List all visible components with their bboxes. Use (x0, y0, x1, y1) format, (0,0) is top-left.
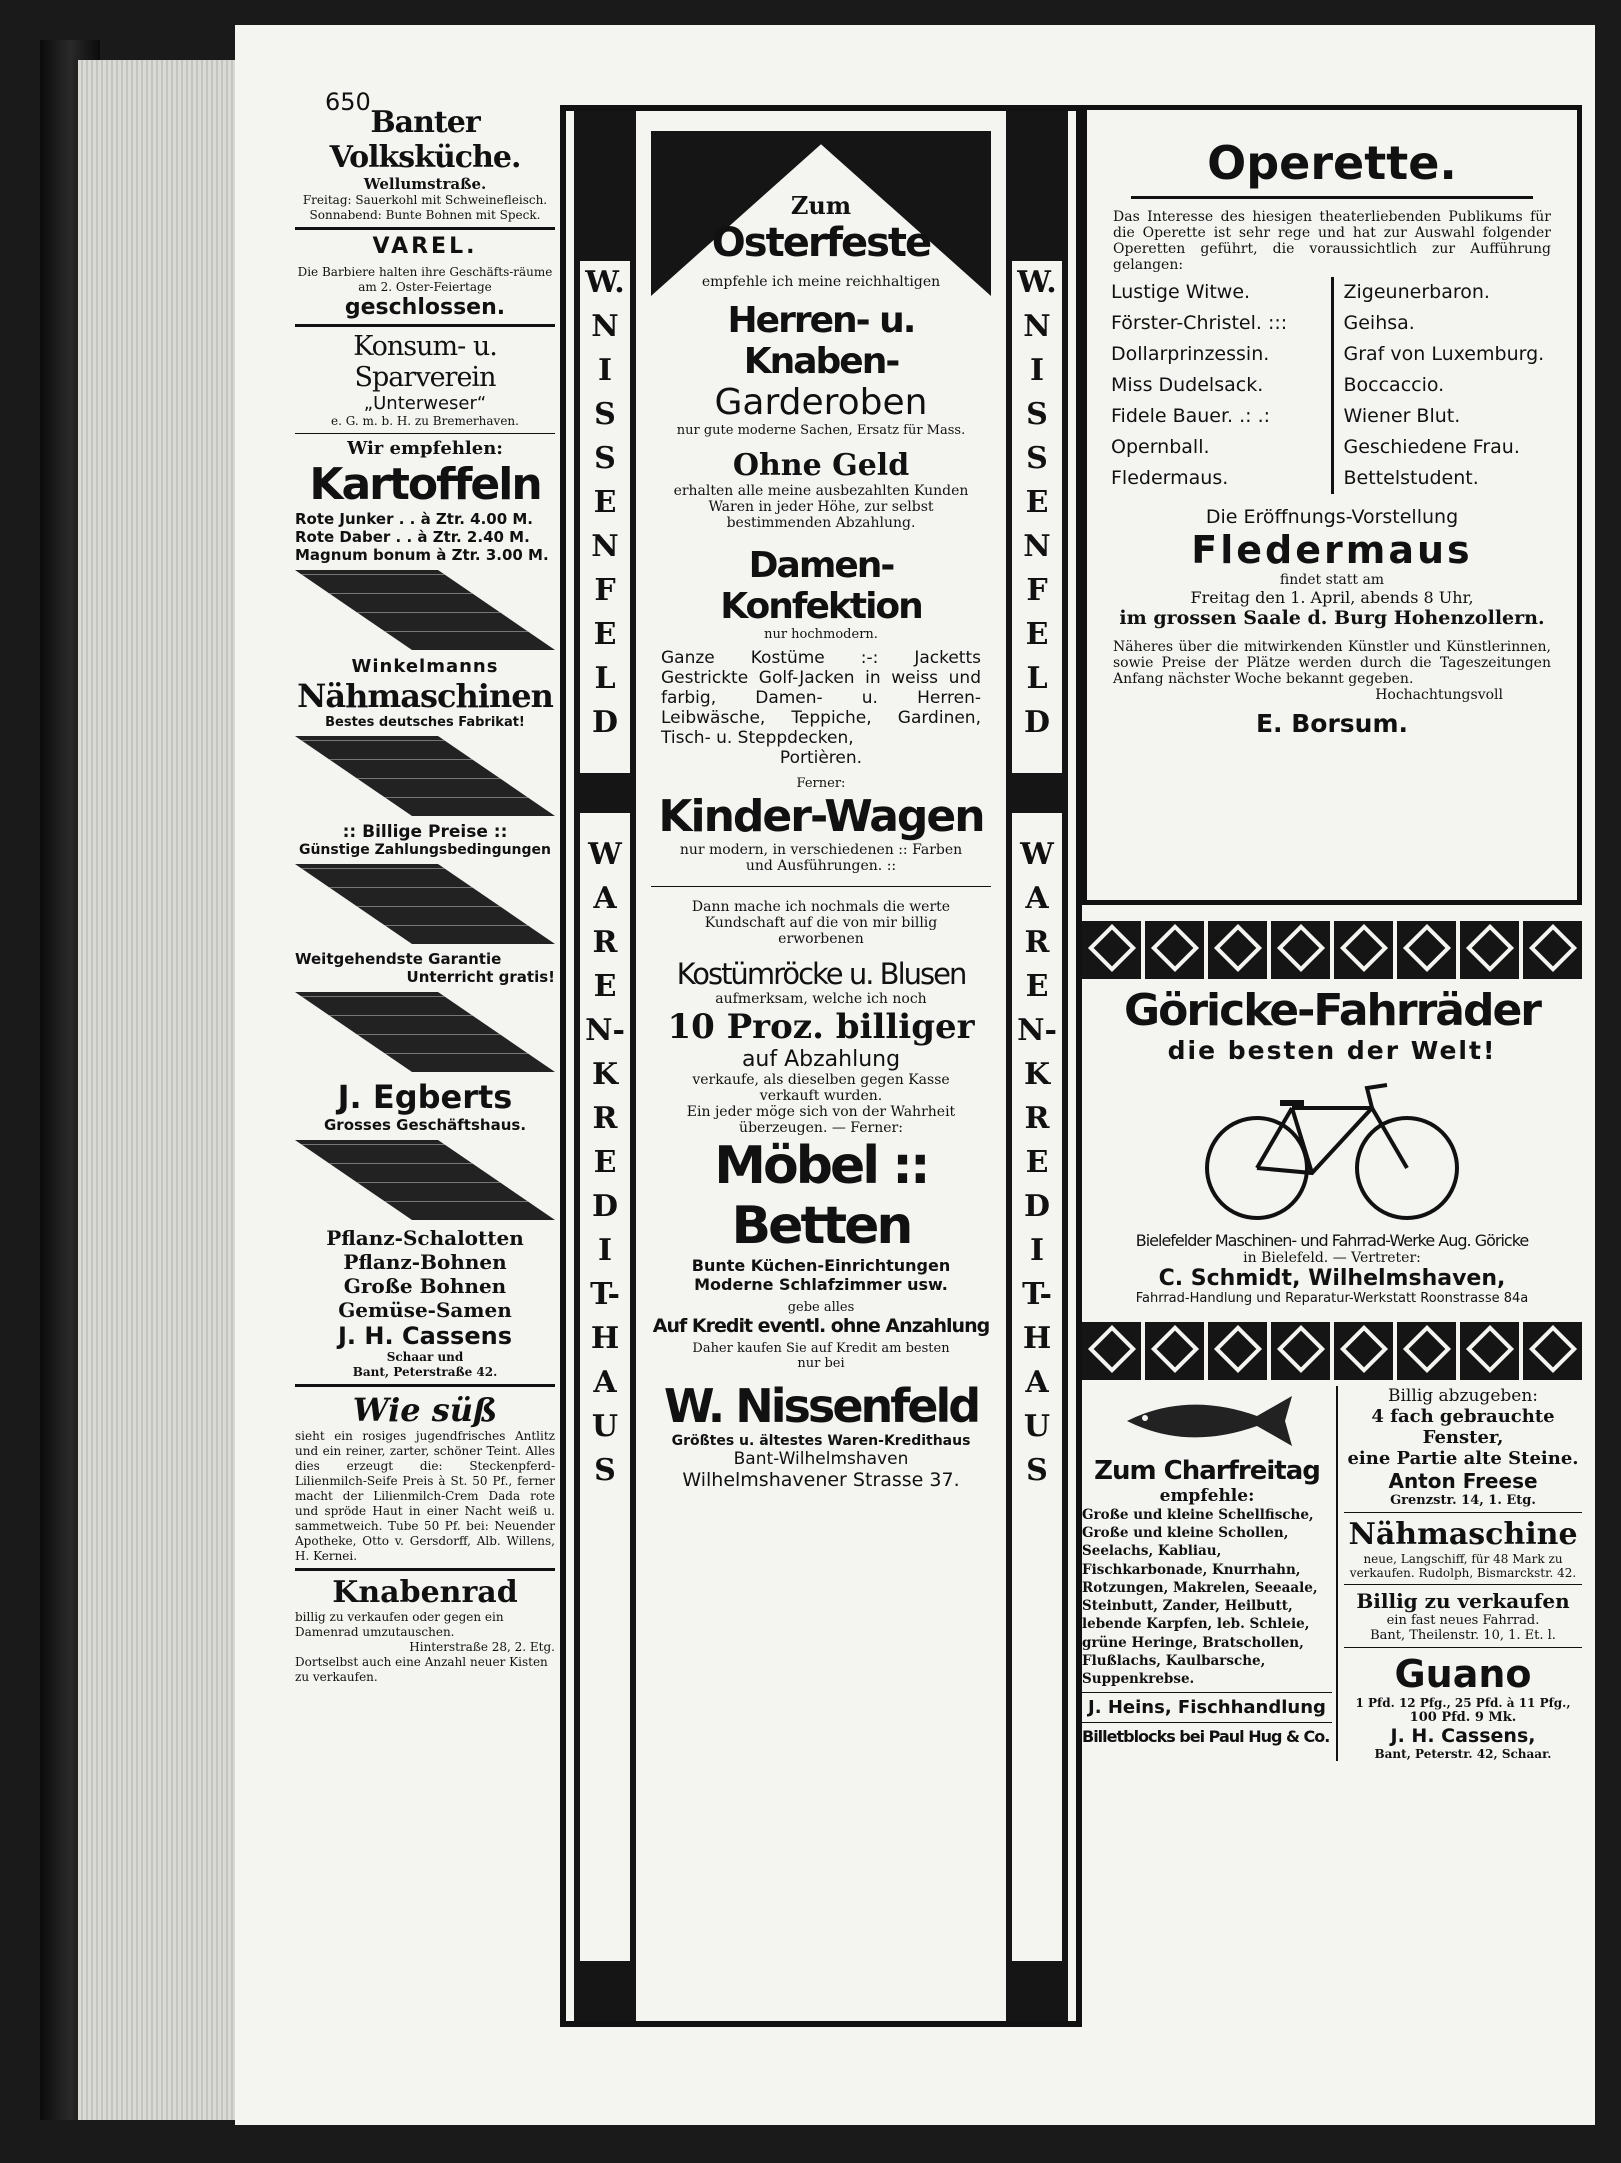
ornament-tile (1082, 1322, 1141, 1380)
ad-text: Wir empfehlen: (347, 438, 503, 459)
decorative-stripe (295, 570, 555, 650)
ad-text: :: Billige Preise :: (342, 822, 508, 842)
ad-text: ein fast neues Fahrrad. (1386, 1613, 1540, 1628)
ornament-tile (1397, 921, 1456, 979)
operetta-list-a (1101, 277, 1334, 494)
ornament-tile (1460, 921, 1519, 979)
ad-headline: Damen-Konfektion (720, 545, 922, 627)
strip-letter: E (593, 969, 617, 1004)
ad-headline: C. Schmidt, Wilhelmshaven, (1158, 1266, 1506, 1291)
operetta-title: Zigeunerbaron. (1343, 281, 1490, 303)
ad-headline: Herren- u. Knaben- (727, 300, 915, 382)
ornament-tile (1082, 921, 1141, 979)
ornament-tile (1397, 1322, 1456, 1380)
ad-volkskueche (295, 105, 555, 223)
strip-letter: U (591, 1409, 619, 1444)
operetta-title: Fledermaus. (1111, 467, 1229, 489)
ad-headline: Kinder-Wagen (658, 791, 984, 842)
ad-text: e. G. m. b. H. zu Bremerhaven. (331, 414, 519, 428)
ad-headline: J. H. Cassens (338, 1322, 512, 1350)
vertical-strip-left (574, 111, 636, 2021)
divider (1131, 196, 1533, 199)
ornament-tile (1145, 921, 1204, 979)
strip-letter: E (1025, 969, 1049, 1004)
ad-text: Große und kleine Schellfische, Große und kleine Schollen, Seelachs, Kabliau, Fischkarbonade, Knurrhahn, Rotzungen, Makrelen, Seeaale, Steinbutt, Zander, Heilbutt, lebende Karpfen, leb. Schleie, grüne Heringe, Bratschollen, Flußlachs, Kaulbarsche, Suppenkrebse. (1082, 1507, 1318, 1687)
ornament-tile (1145, 1322, 1204, 1380)
strip-separator (1012, 765, 1062, 813)
ad-knabenrad (295, 1575, 555, 1685)
ad-text: 100 Pfd. 9 Mk. (1409, 1710, 1517, 1725)
vertical-strip-right (1006, 111, 1068, 2021)
ornament-tile (1208, 1322, 1267, 1380)
ad-center (651, 131, 991, 2001)
operetta-title: Dollarprinzessin. (1111, 343, 1270, 365)
strip-letter: I (1029, 353, 1045, 388)
strip-letter: S (594, 441, 616, 476)
strip-letter: F (1026, 573, 1048, 608)
strip-letter: A (593, 1365, 617, 1400)
ad-body (651, 191, 991, 1491)
strip-letter: T- (1022, 1277, 1052, 1312)
ad-text: Die Eröffnungs-Vorstellung (1205, 506, 1459, 528)
ad-headline: Möbel :: Betten (714, 1136, 928, 1256)
operetta-title: Fidele Bauer. .: .: (1111, 405, 1271, 427)
ad-headline: J. Heins, Fischhandlung (1088, 1697, 1326, 1719)
strip-letter: R (592, 1101, 618, 1136)
ad-text: Bant, Theilenstr. 10, 1. Et. l. (1370, 1628, 1556, 1643)
ad-text: Bunte Küchen-Einrichtungen (691, 1256, 951, 1275)
ad-text: nur gute moderne Sachen, Ersatz für Mass. (676, 423, 966, 438)
ad-street: Wellumstraße. (363, 175, 487, 193)
ad-text: Fahrrad-Handlung und Reparatur-Werkstatt Roonstrasse 84a (1135, 1291, 1529, 1306)
strip-letter: F (594, 573, 616, 608)
ad-headline: J. Egberts (337, 1078, 513, 1116)
ad-text: Ganze Kostüme :-: Jacketts Gestrickte Golf-Jacken in weiss und farbig, Damen- u. Herren-Leibwäsche, Teppiche, Gardinen, Tisch- u. Steppdecken, (661, 648, 981, 748)
ad-text: Portièren. (779, 748, 863, 768)
strip-letter: I (1029, 1233, 1045, 1268)
ad-text: 1 Pfd. 12 Pfg., 25 Pfd. à 11 Pfg., (1355, 1696, 1571, 1710)
ad-title: Banter Volksküche. (329, 105, 521, 175)
ad-text: Ferner: (796, 776, 846, 791)
ad-text: Freitag den 1. April, abends 8 Uhr, (1190, 588, 1474, 607)
ad-text: Hochachtungsvoll (1375, 687, 1503, 703)
ad-subtitle: auf Abzahlung (741, 1047, 901, 1072)
strip-letter: L (594, 661, 616, 696)
ad-subtitle: Winkelmanns (351, 656, 499, 677)
ad-text: Bielefelder Maschinen- und Fahrrad-Werke Aug. Göricke (1135, 1231, 1529, 1250)
ad-small-listings (1344, 1386, 1582, 1761)
strip-letter: R (592, 925, 618, 960)
bicycle-illustration (1202, 1073, 1462, 1223)
ad-headline: Göricke-Fahrräder (1123, 985, 1540, 1036)
ad-text: nur hochmodern. (764, 627, 878, 642)
strip-letter: N (591, 529, 619, 564)
strip-letter: W (1020, 837, 1054, 872)
strip-letter: R (1024, 925, 1050, 960)
ad-text: verkaufe, als dieselben gegen Kasse verkauft wurden. (692, 1072, 950, 1104)
divider (295, 227, 555, 230)
ad-text: Grosses Geschäftshaus. (323, 1116, 527, 1134)
ad-text: in Bielefeld. — Vertreter: (1243, 1250, 1421, 1266)
ad-headline: Ohne Geld (732, 448, 910, 483)
divider (1344, 1647, 1582, 1648)
ad-text: findet statt am (1279, 572, 1385, 588)
ornament-tile (1523, 921, 1582, 979)
strip-letter: S (1026, 397, 1048, 432)
strip-letter: D (1023, 705, 1050, 740)
ad-text: nur modern, in verschiedenen :: Farben und Ausführungen. :: (679, 842, 963, 874)
strip-letter: L (1026, 661, 1048, 696)
ad-headline: Anton Freese (1388, 1469, 1538, 1493)
ad-text: Dortselbst auch eine Anzahl neuer Kisten zu verkaufen. (295, 1655, 548, 1684)
decorative-stripe (295, 1140, 555, 1220)
ad-text: 4 fach gebrauchte Fenster, (1371, 1406, 1555, 1448)
ad-line: Pflanz-Bohnen (343, 1250, 507, 1274)
ad-headline: Operette. (1207, 136, 1457, 190)
ad-headline: Knabenrad (332, 1575, 518, 1610)
ad-cassens (295, 1226, 555, 1380)
nissenfeld-ad (560, 105, 1082, 2027)
strip-letter: E (1025, 485, 1049, 520)
operetta-title: Wiener Blut. (1343, 405, 1461, 427)
strip-separator (580, 765, 630, 813)
strip-letter: N (1023, 529, 1051, 564)
ad-text: Wilhelmshavener Strasse 37. (682, 1469, 960, 1491)
strip-letter: E (593, 485, 617, 520)
operetta-list (1101, 277, 1563, 494)
strip-letter: D (1023, 1189, 1050, 1224)
strip-letter: E (1025, 1145, 1049, 1180)
strip-letter: I (597, 353, 613, 388)
left-column (295, 95, 555, 1685)
strip-letter: K (1023, 1057, 1051, 1092)
strip-letter: S (594, 1453, 616, 1488)
ad-konsum (295, 331, 555, 564)
divider (295, 433, 555, 434)
strip-letter: E (593, 617, 617, 652)
ad-headline: Kartoffeln (309, 459, 541, 510)
price-line: Rote Daber . . à Ztr. 2.40 M. (295, 528, 530, 546)
ad-text: Das Interesse des hiesigen theaterliebenden Publikums für die Operette ist sehr rege und hat zur Auswahl folgender Operetten geführt, die voraussichtlich zur Aufführung gelangen: (1113, 209, 1551, 273)
ad-text: Sonnabend: Bunte Bohnen mit Speck. (309, 208, 541, 222)
ad-line: Gemüse-Samen (338, 1298, 512, 1322)
right-column (1082, 105, 1582, 1761)
operetta-title: Lustige Witwe. (1111, 281, 1251, 303)
ad-text: Billig abzugeben: (1387, 1386, 1538, 1406)
decorative-stripe (295, 864, 555, 944)
ad-text: billig zu verkaufen oder gegen ein Damenrad umzutauschen. (295, 1610, 504, 1639)
ad-operette (1082, 105, 1582, 905)
operetta-title: Förster-Christel. ::: (1111, 312, 1288, 334)
operetta-title: Geihsa. (1343, 312, 1415, 334)
ad-text: empfehle: (1159, 1486, 1255, 1506)
firm-name: W. Nissenfeld (663, 1379, 979, 1433)
ad-headline: Zum Charfreitag (1094, 1456, 1320, 1486)
ad-text: Weitgehendste Garantie (295, 950, 502, 968)
operetta-title: Boccaccio. (1343, 374, 1445, 396)
ad-text: eine Partie alte Steine. (1347, 1448, 1579, 1469)
ad-headline: Osterfeste (711, 220, 931, 266)
ad-headline: Fledermaus (1191, 528, 1473, 572)
strip-letter: T- (590, 1277, 620, 1312)
ad-text: Die Barbiere halten ihre Geschäfts-räume am 2. Oster-Feiertage (297, 265, 553, 294)
ad-text: neue, Langschiff, für 48 Mark zu verkaufen. Rudolph, Bismarckstr. 42. (1349, 1552, 1577, 1580)
ad-wiesuess (295, 1391, 555, 1564)
strip-letter: U (1023, 1409, 1051, 1444)
ad-headline: 10 Proz. billiger (667, 1007, 975, 1047)
ad-goericke (1082, 985, 1582, 1306)
price-line: Magnum bonum à Ztr. 3.00 M. (295, 546, 549, 564)
operetta-title: Opernball. (1111, 436, 1210, 458)
strip-letter: E (593, 1145, 617, 1180)
ad-headline: Billig zu verkaufen (1356, 1589, 1570, 1613)
ad-text: Ein jeder möge sich von der Wahrheit überzeugen. — Ferner: (686, 1104, 956, 1136)
ad-text: sieht ein rosiges jugendfrisches Antlitz und ein reiner, zarter, schöner Teint. Alles dies erzeugt die: Steckenpferd-Lilienmilch-Seife Preis à St. 50 Pf., ferner macht der Lilienmilch-Crem Dada rote und spröde Haut in einer Nacht weiß u. sammetweich. Tube 50 Pf. bei: Neuender Apotheke, Otto v. Gersdorff, Alb. Willens, H. Kernei. (295, 1429, 555, 1563)
ad-text: empfehle ich meine reichhaltigen (701, 274, 941, 290)
fish-illustration (1107, 1386, 1307, 1456)
divider (1082, 1692, 1332, 1693)
divider (295, 1384, 555, 1387)
ad-line: Große Bohnen (343, 1274, 507, 1298)
divider (1082, 1722, 1332, 1723)
ad-text: Zum (790, 191, 852, 220)
ad-text: Größtes u. ältestes Waren-Kredithaus (671, 1433, 971, 1449)
ad-text: Bant, Peterstr. 42, Schaar. (1374, 1747, 1552, 1761)
price-line: Rote Junker . . à Ztr. 4.00 M. (295, 510, 533, 528)
strip-letter: H (1022, 1321, 1052, 1356)
ad-headline: Garderoben (714, 382, 928, 423)
ad-text: Unterricht gratis! (406, 968, 555, 986)
ad-text: Bestes deutsches Fabrikat! (325, 715, 525, 730)
ad-text: Billetblocks bei Paul Hug & Co. (1082, 1727, 1330, 1747)
ad-egberts (295, 1078, 555, 1134)
ad-winkelmann (295, 656, 555, 730)
ad-text: Schaar und (386, 1350, 464, 1364)
ad-varel (295, 234, 555, 320)
ad-text: Daher kaufen Sie auf Kredit am besten nur bei (692, 1341, 950, 1371)
strip-letter: A (593, 881, 617, 916)
ad-line: Pflanz-Schalotten (326, 1226, 524, 1250)
strip-letter: W. (585, 265, 625, 300)
ad-headline: Nähmaschinen (297, 677, 553, 715)
page-number: 650 (325, 88, 371, 116)
ornament-tile (1334, 1322, 1393, 1380)
strip-letter: N (591, 309, 619, 344)
ad-text: Hinterstraße 28, 2. Etg. (409, 1640, 555, 1654)
bottom-ads (1082, 1386, 1582, 1761)
ad-text: Näheres über die mitwirkenden Künstler und Künstlerinnen, sowie Preise der Plätze werden durch die Tageszeitungen Anfang nächster Woche bekannt gegeben. (1113, 639, 1551, 687)
ad-text: Bant, Peterstraße 42. (352, 1365, 498, 1379)
ad-headline: Wie süß (352, 1391, 498, 1429)
ornament-row (1082, 1322, 1582, 1380)
ornament-tile (1271, 921, 1330, 979)
strip-letter: W (588, 837, 622, 872)
ad-text: aufmerksam, welche ich noch (715, 991, 927, 1007)
ad-text: Bant-Wilhelmshaven (733, 1449, 909, 1469)
ad-title: Konsum- u. Sparverein (353, 331, 497, 393)
ad-text: gebe alles (787, 1300, 855, 1315)
ad-charfreitag (1082, 1386, 1338, 1761)
strip-letter: K (591, 1057, 619, 1092)
ornament-row (1082, 921, 1582, 979)
ad-subtitle: „Unterweser“ (363, 393, 487, 414)
ad-text: Freitag: Sauerkohl mit Schweinefleisch. (302, 193, 548, 207)
ad-title: VAREL. (372, 234, 478, 259)
ornament-tile (1523, 1322, 1582, 1380)
ad-headline: Auf Kredit eventl. ohne Anzahlung (652, 1315, 990, 1337)
page-edges (75, 60, 238, 2120)
ad-text: Grenzstr. 14, 1. Etg. (1390, 1493, 1536, 1508)
strip-letter: W. (1017, 265, 1057, 300)
ornament-tile (1208, 921, 1267, 979)
strip-letter: H (590, 1321, 620, 1356)
strip-letter: N- (1017, 1013, 1057, 1048)
strip-letter: N- (585, 1013, 625, 1048)
strip-letter: I (597, 1233, 613, 1268)
strip-letters (1012, 261, 1062, 1961)
divider (1344, 1584, 1582, 1585)
ad-headline: J. H. Cassens, (1390, 1725, 1536, 1747)
strip-letter: A (1025, 881, 1049, 916)
divider (295, 1568, 555, 1571)
ad-signature: E. Borsum. (1255, 709, 1409, 738)
ad-headline: Nähmaschine (1348, 1517, 1578, 1552)
strip-letter: E (1025, 617, 1049, 652)
strip-letter: D (591, 1189, 618, 1224)
decorative-stripe (295, 736, 555, 816)
strip-letter: A (1025, 1365, 1049, 1400)
ad-headline: Kostümröcke u. Blusen (676, 957, 966, 991)
strip-letter: R (1024, 1101, 1050, 1136)
ornament-tile (1271, 1322, 1330, 1380)
operetta-title: Bettelstudent. (1343, 467, 1479, 489)
operetta-title: Miss Dudelsack. (1111, 374, 1264, 396)
decorative-stripe (295, 992, 555, 1072)
ornament-tile (1460, 1322, 1519, 1380)
strip-letter: S (594, 397, 616, 432)
divider (1344, 1512, 1582, 1513)
strip-letter: S (1026, 1453, 1048, 1488)
strip-letter: S (1026, 441, 1048, 476)
ad-headline: geschlossen. (344, 295, 506, 320)
operetta-title: Geschiedene Frau. (1343, 436, 1520, 458)
operetta-title: Graf von Luxemburg. (1343, 343, 1545, 365)
ad-text: im grossen Saale d. Burg Hohenzollern. (1119, 607, 1545, 629)
divider (651, 886, 991, 887)
ad-text: Dann mache ich nochmals die werte Kundschaft auf die von mir billig erworbenen (691, 899, 951, 947)
ornament-tile (1334, 921, 1393, 979)
strip-letter: N (1023, 309, 1051, 344)
ad-text: erhalten alle meine ausbezahlten Kunden Waren in jeder Höhe, zur selbst bestimmenden Abzahlung. (673, 483, 969, 531)
strip-letters (580, 261, 630, 1961)
ad-text: Moderne Schlafzimmer usw. (694, 1275, 948, 1294)
strip-letter: D (591, 705, 618, 740)
ad-text: Günstige Zahlungsbedingungen (298, 842, 552, 858)
divider (295, 324, 555, 327)
ad-headline: Guano (1394, 1652, 1532, 1696)
ad-subtitle: die besten der Welt! (1167, 1036, 1497, 1065)
operetta-list-b (1334, 277, 1564, 494)
